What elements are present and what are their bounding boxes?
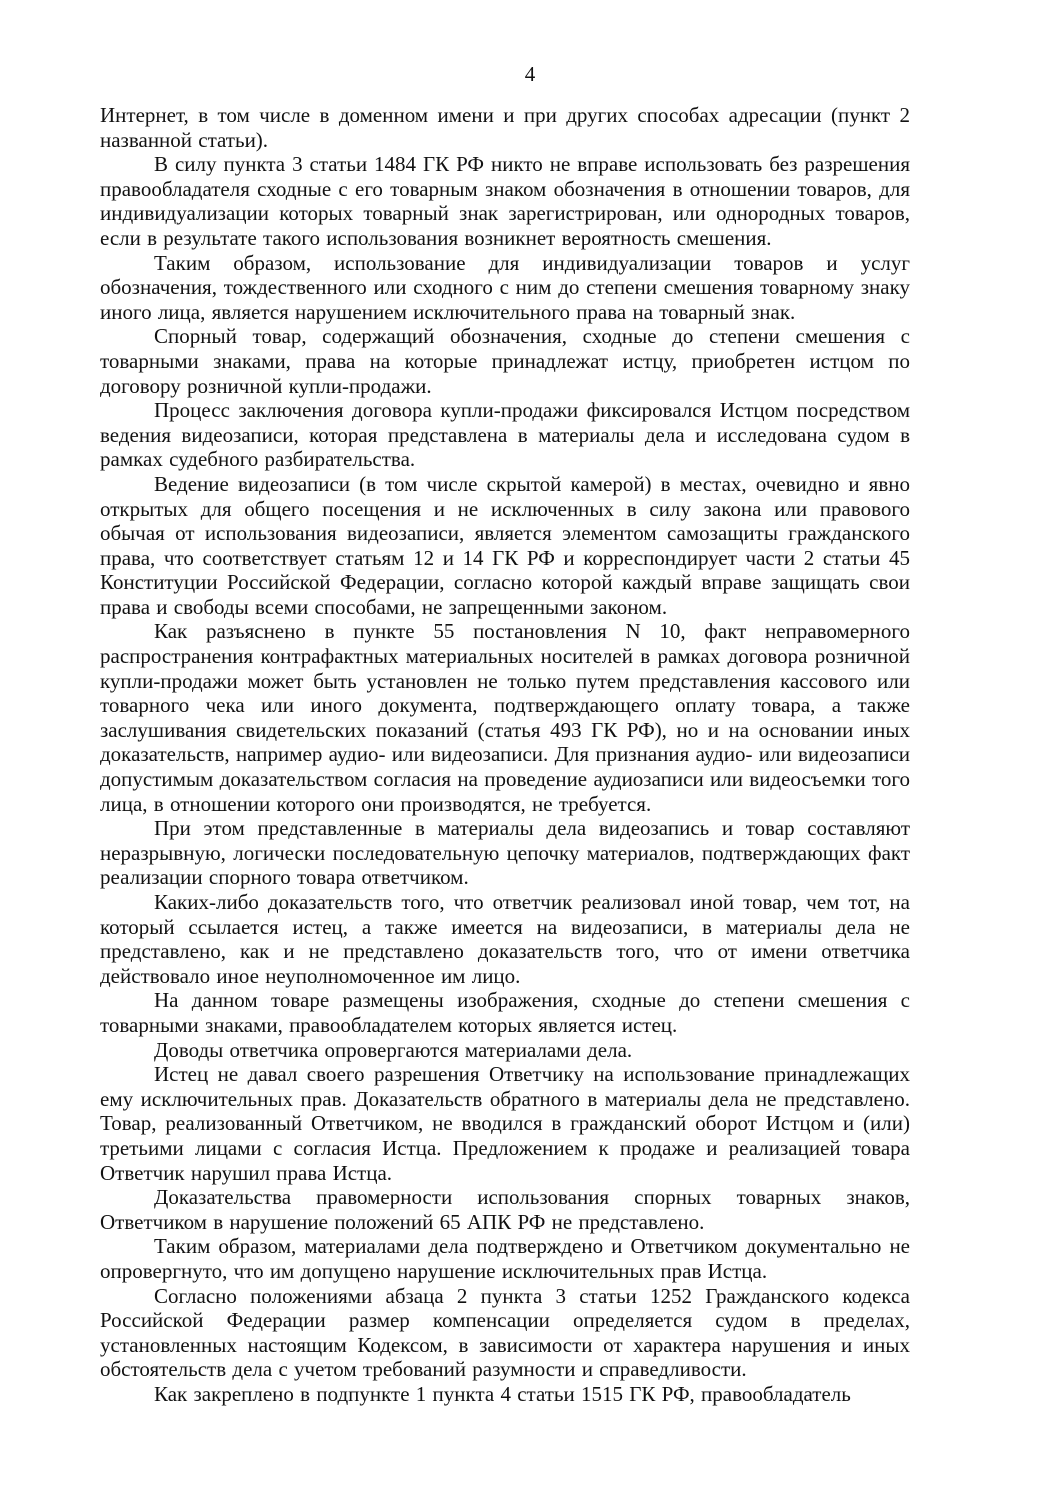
paragraph: Интернет, в том числе в доменном имени и при других способах адресации (пункт 2 названной статьи). [100,103,910,152]
paragraph: Каких-либо доказательств того, что ответчик реализовал иной товар, чем тот, на который ссылается истец, а также имеется на видеозаписи, в материалы дела не представлено, как и не представлено доказательств того, что от имени ответчика действовало иное неуполномоченное им лицо. [100,890,910,988]
document-body [100,103,910,1406]
paragraph: В силу пункта 3 статьи 1484 ГК РФ никто не вправе использовать без разрешения правообладателя сходные с его товарным знаком обозначения в отношении товаров, для индивидуализации которых товарный знак зарегистрирован, или однородных товаров, если в результате такого использования возникнет вероятность смешения. [100,152,910,250]
paragraph: Таким образом, использование для индивидуализации товаров и услуг обозначения, тождественного или сходного с ним до степени смешения товарному знаку иного лица, является нарушением исключительного права на товарный знак. [100,250,910,324]
paragraph: Согласно положениями абзаца 2 пункта 3 статьи 1252 Гражданского кодекса Российской Федерации размер компенсации определяется судом в пределах, установленных настоящим Кодексом, в зависимости от характера нарушения и иных обстоятельств дела с учетом требований разумности и справедливости. [100,1283,910,1382]
page-number: 4 [524,62,536,86]
paragraph: Как закреплено в подпункте 1 пункта 4 статьи 1515 ГК РФ, правообладатель [154,1381,851,1406]
paragraph: Ведение видеозаписи (в том числе скрытой камерой) в местах, очевидно и явно открытых для общего посещения и не исключенных в силу закона или правового обычая от использования видеозаписи, является элементом самозащиты гражданского права, что соответствует статьям 12 и 14 ГК РФ и корреспондирует части 2 статьи 45 Конституции Российской Федерации, согласно которой каждый вправе защищать свои права и свободы всеми способами, не запрещенными законом. [100,471,910,619]
paragraph: На данном товаре размещены изображения, сходные до степени смешения с товарными знаками, правообладателем которых является истец. [100,988,910,1037]
paragraph: Таким образом, материалами дела подтверждено и Ответчиком документально не опровергнуто, что им допущено нарушение исключительных прав Истца. [100,1234,910,1283]
paragraph: Доводы ответчика опровергаются материалами дела. [154,1037,633,1062]
paragraph: Истец не давал своего разрешения Ответчику на использование принадлежащих ему исключительных прав. Доказательств обратного в материалы дела не представлено. Товар, реализованный Ответчиком, не вводился в гражданский оборот Истцом и (или) третьими лицами с согласия Истца. Предложением к продаже и реализацией товара Ответчик нарушил права Истца. [100,1062,910,1185]
paragraph: При этом представленные в материалы дела видеозапись и товар составляют неразрывную, логически последовательную цепочку материалов, подтверждающих факт реализации спорного товара ответчиком. [100,816,910,890]
paragraph: Доказательства правомерности использования спорных товарных знаков, Ответчиком в нарушение положений 65 АПК РФ не представлено. [100,1185,910,1234]
paragraph: Процесс заключения договора купли-продажи фиксировался Истцом посредством ведения видеозаписи, которая представлена в материалы дела и исследована судом в рамках судебного разбирательства. [100,398,910,472]
paragraph: Как разъяснено в пункте 55 постановления N 10, факт неправомерного распространения контрафактных материальных носителей в рамках договора розничной купли-продажи может быть установлен не только путем представления кассового или товарного чека или иного документа, подтверждающего оплату товара, а также заслушивания свидетельских показаний (статья 493 ГК РФ), но и на основании иных доказательств, например аудио- или видеозаписи. Для признания аудио- или видеозаписи допустимым доказательством согласия на проведение аудиозаписи или видеосъемки того лица, в отношении которого они производятся, не требуется. [100,619,910,816]
paragraph: Спорный товар, содержащий обозначения, сходные до степени смешения с товарными знаками, права на которые принадлежат истцу, приобретен истцом по договору розничной купли-продажи. [100,324,910,398]
